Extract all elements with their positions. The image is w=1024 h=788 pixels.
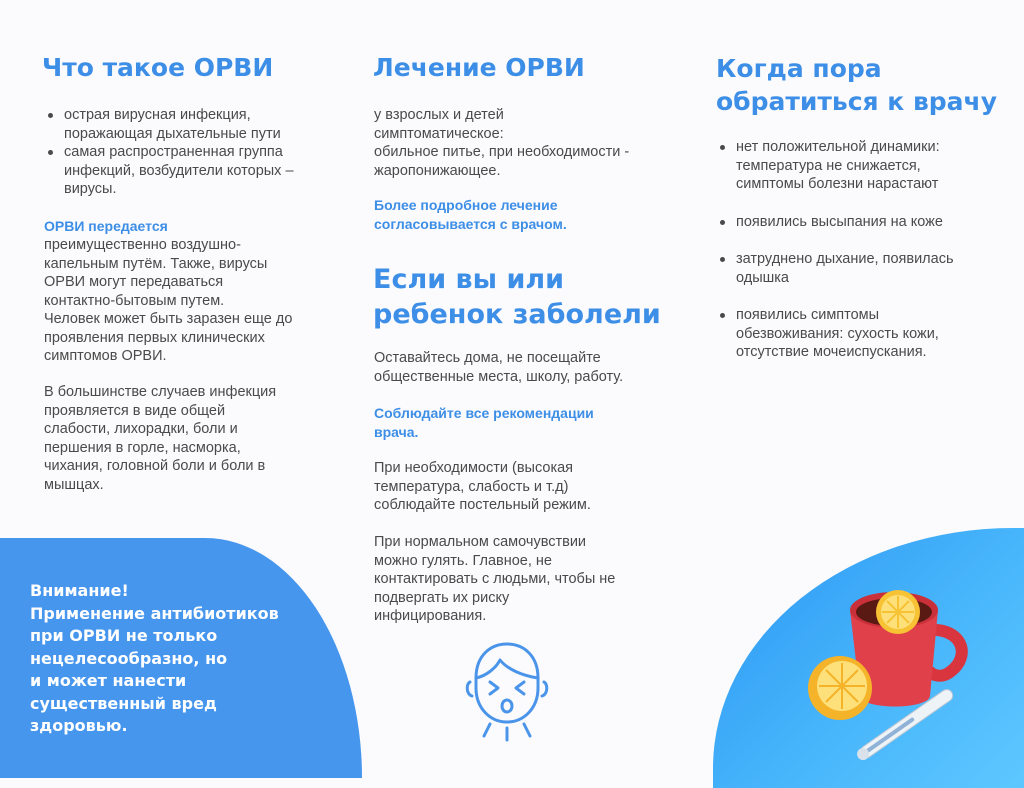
warning-text: Внимание! Применение антибиотиков при ОРВИ не только нецелесообразно, но и может нанести существенный вред здоровью. [30,581,279,735]
transmission-text: преимущественно воздушно- капельным путём. Также, вирусы ОРВИ могут передаваться контактно-бытовым путем. Человек может быть заразен еще до проявления первых клинических симптомов ОРВИ. [44,237,293,364]
tea-lemon-thermometer-illustration [790,560,990,760]
list-item: самая распространенная группа инфекций, возбудители которых – вирусы. [44,143,344,199]
bed-rest-text: При необходимости (высокая температура, слабость и т.д) соблюдайте постельный режим. [374,460,591,513]
list-item: затруднено дыхание, появилась одышка [716,250,1006,287]
list-item: появились высыпания на коже [716,213,1006,232]
transmission-heading: ОРВИ передается [44,218,168,234]
sneezing-face-icon [462,636,552,744]
list-item: появились симптомы обезвоживания: сухость кожи, отсутствие мочеиспускания. [716,306,1006,362]
follow-advice-text: Соблюдайте все рекомендации врача. [374,405,594,440]
stay-home-text: Оставайтесь дома, не посещайте общественные места, школу, работу. [374,350,624,385]
section-title-when-to-see-doctor: Когда пора обратиться к врачу [716,54,997,116]
walking-text: При нормальном самочувствии можно гулять. Главное, не контактировать с людьми, чтобы не подвергать их риску инфицирования. [374,534,616,624]
list-item: острая вирусная инфекция, поражающая дыхательные пути [44,106,344,143]
section-title-treatment: Лечение ОРВИ [373,53,585,82]
section-title-what-is-arvi: Что такое ОРВИ [42,53,274,82]
treatment-text: у взрослых и детей симптоматическое: обильное питье, при необходимости - жаропонижающее. [374,107,630,179]
symptoms-text: В большинстве случаев инфекция проявляется в виде общей слабости, лихорадки, боли и першения в горле, насморка, чихания, головной боли и боли в мышцах. [44,384,277,493]
treatment-note: Более подробное лечение согласовывается с врачом. [374,197,567,232]
definition-list [44,106,344,199]
list-item: нет положительной динамики: температура не снижается, симптомы болезни нарастают [716,138,1006,194]
section-title-if-sick: Если вы или ребенок заболели [373,264,661,330]
warning-signs-list [716,138,1006,362]
